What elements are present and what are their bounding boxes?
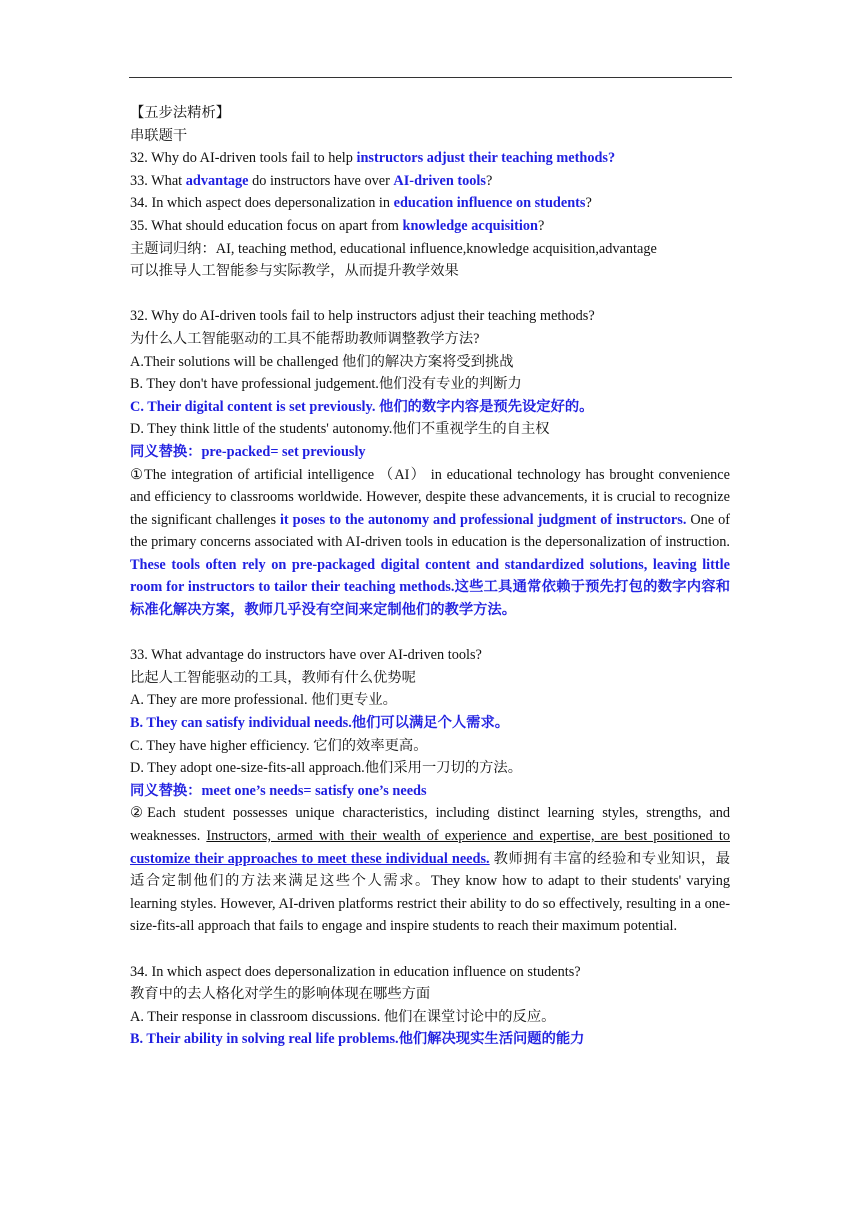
question-33-translation: 比起人工智能驱动的工具，教师有什么优势呢	[130, 669, 416, 686]
passage-highlight: customize their approaches to meet these individual needs.	[130, 850, 490, 867]
option-b: B. They don't have professional judgement.他们没有专业的判断力	[130, 376, 522, 393]
stem-34	[130, 192, 730, 215]
option-b-answer: B. They can satisfy individual needs.他们可以满足个人需求。	[130, 715, 510, 732]
stem-text: ?	[537, 217, 545, 234]
stem-keyword: instructors adjust their teaching methods?	[356, 150, 616, 167]
stem-keyword: education influence on students	[393, 195, 586, 212]
stem-keyword: advantage	[185, 172, 249, 189]
passage-highlight: These tools often rely on pre-packaged digital content and standardized solutions, leaving little room for instructors to tailor their teaching methods.这些工具通常依赖于预先打包的数字内容和标准化解决方案，教师几乎没有空间来定制他们的教学方法。	[130, 556, 730, 619]
option-d: D. They adopt one-size-fits-all approach.他们采用一刀切的方法。	[130, 760, 523, 777]
stem-35	[130, 215, 730, 238]
keyword-summary: 主题词归纳：AI, teaching method, educational influence,knowledge acquisition,advantage	[130, 240, 657, 257]
option-a: A. Their response in classroom discussions. 他们在课堂讨论中的反应。	[130, 1008, 556, 1025]
stem-text: ?	[485, 172, 493, 189]
option-a: A.Their solutions will be challenged 他们的解决方案将受到挑战	[130, 353, 514, 370]
question-33: 33. What advantage do instructors have over AI-driven tools?	[130, 647, 482, 664]
option-a: A. They are more professional. 他们更专业。	[130, 692, 397, 709]
synonym-note: 同义替换：meet one’s needs= satisfy one’s needs	[130, 782, 427, 799]
document-body	[130, 102, 730, 1051]
stem-text: 35. What should education focus on apart from	[130, 217, 403, 234]
passage-text: One of the primary concerns associated with AI-driven tools in education is the depersonalization of instruction.	[130, 511, 730, 551]
question-32: 32. Why do AI-driven tools fail to help instructors adjust their teaching methods?	[130, 308, 595, 325]
stem-text: 33. What	[130, 172, 186, 189]
header-rule	[129, 77, 732, 78]
question-34-translation: 教育中的去人格化对学生的影响体现在哪些方面	[130, 986, 431, 1003]
stem-text: ?	[585, 195, 592, 212]
option-c: C. They have higher efficiency. 它们的效率更高。	[130, 737, 428, 754]
option-b-answer: B. Their ability in solving real life problems.他们解决现实生活问题的能力	[130, 1031, 585, 1048]
stem-keyword: knowledge acquisition	[402, 217, 538, 234]
passage-paragraph-2	[130, 802, 730, 938]
stem-32	[130, 147, 730, 170]
passage-underline: Instructors, armed with their wealth of experience and expertise, are best positioned to	[206, 828, 730, 844]
question-32-translation: 为什么人工智能驱动的工具不能帮助教师调整教学方法?	[130, 330, 480, 347]
stem-text: 32. Why do AI-driven tools fail to help	[130, 150, 357, 167]
option-c-answer: C. Their digital content is set previously. 他们的数字内容是预先设定好的。	[130, 398, 594, 415]
passage-text: 教师拥有丰富的经验和专业知识，最适合定制他们的方法来满足这些个人需求。They know how to adapt to their students' varying learning styles. However, AI-driven platforms restrict their ability to do so effectively, resulting in a one-size-fits-all approach that fails to engage and inspire students to reach their maximum potential.	[130, 850, 730, 935]
stem-text: 34. In which aspect does depersonalization in	[130, 195, 394, 212]
section-heading: 【五步法精析】	[130, 105, 231, 121]
passage-text: ②Each student possesses unique characteristics, including distinct learning styles, strengths, and weaknesses.	[130, 805, 730, 844]
stem-33	[130, 170, 730, 193]
option-d: D. They think little of the students' autonomy.他们不重视学生的自主权	[130, 421, 550, 438]
synonym-note: 同义替换：pre-packed= set previously	[130, 443, 366, 460]
inference-text: 可以推导人工智能参与实际教学，从而提升教学效果	[130, 263, 459, 280]
stem-text: do instructors have over	[248, 172, 394, 189]
passage-text: ①The integration of artificial intelligence （AI） in educational technology has brought convenience and efficiency to classrooms worldwide. However, despite these advancements, it is crucial to recognize the significant challenges	[130, 466, 730, 528]
passage-highlight: it poses to the autonomy and professional judgment of instructors.	[279, 511, 687, 528]
passage-paragraph-1	[130, 464, 730, 622]
section-subheading: 串联题干	[130, 127, 188, 144]
question-34: 34. In which aspect does depersonalization in education influence on students?	[130, 963, 581, 980]
stem-keyword: AI-driven tools	[393, 172, 486, 189]
